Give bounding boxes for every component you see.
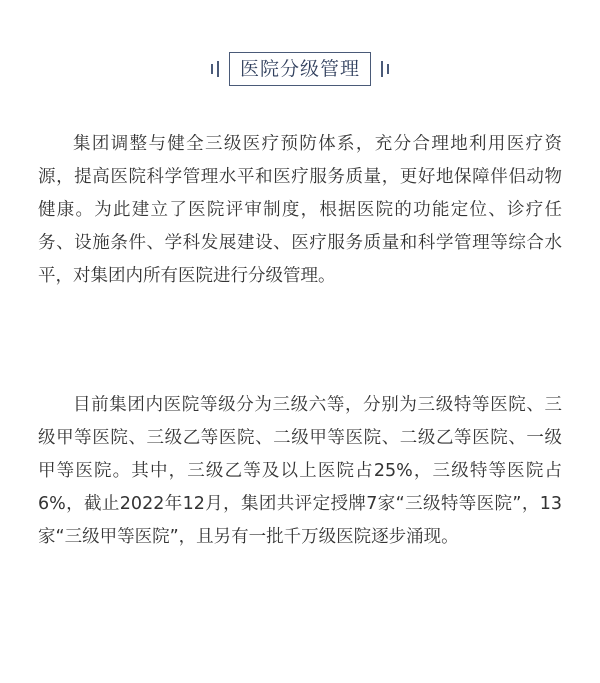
left-bracket-icon xyxy=(211,61,219,77)
deco-bar xyxy=(211,64,213,74)
deco-bar xyxy=(387,64,389,74)
section-title: 医院分级管理 xyxy=(229,52,371,86)
deco-bar xyxy=(217,61,219,77)
paragraph-hospital-grading-status: 目前集团内医院等级分为三级六等，分别为三级特等医院、三级甲等医院、三级乙等医院、二级甲等医院、二级乙等医院、一级甲等医院。其中，三级乙等及以上医院占25%，三级特等医院占6%，截止2022年12月，集团共评定授牌7家“三级特等医院”，13家“三级甲等医院”，且另有一批千万级医院逐步涌现。 xyxy=(38,395,562,547)
deco-bar xyxy=(381,61,383,77)
section-header xyxy=(0,52,600,86)
right-bracket-icon xyxy=(381,61,389,77)
paragraph-hospital-grading-intro: 集团调整与健全三级医疗预防体系，充分合理地利用医疗资源，提高医院科学管理水平和医疗服务质量，更好地保障伴侣动物健康。为此建立了医院评审制度，根据医院的功能定位、诊疗任务、设施条件、学科发展建设、医疗服务质量和科学管理等综合水平，对集团内所有医院进行分级管理。 xyxy=(38,134,562,286)
